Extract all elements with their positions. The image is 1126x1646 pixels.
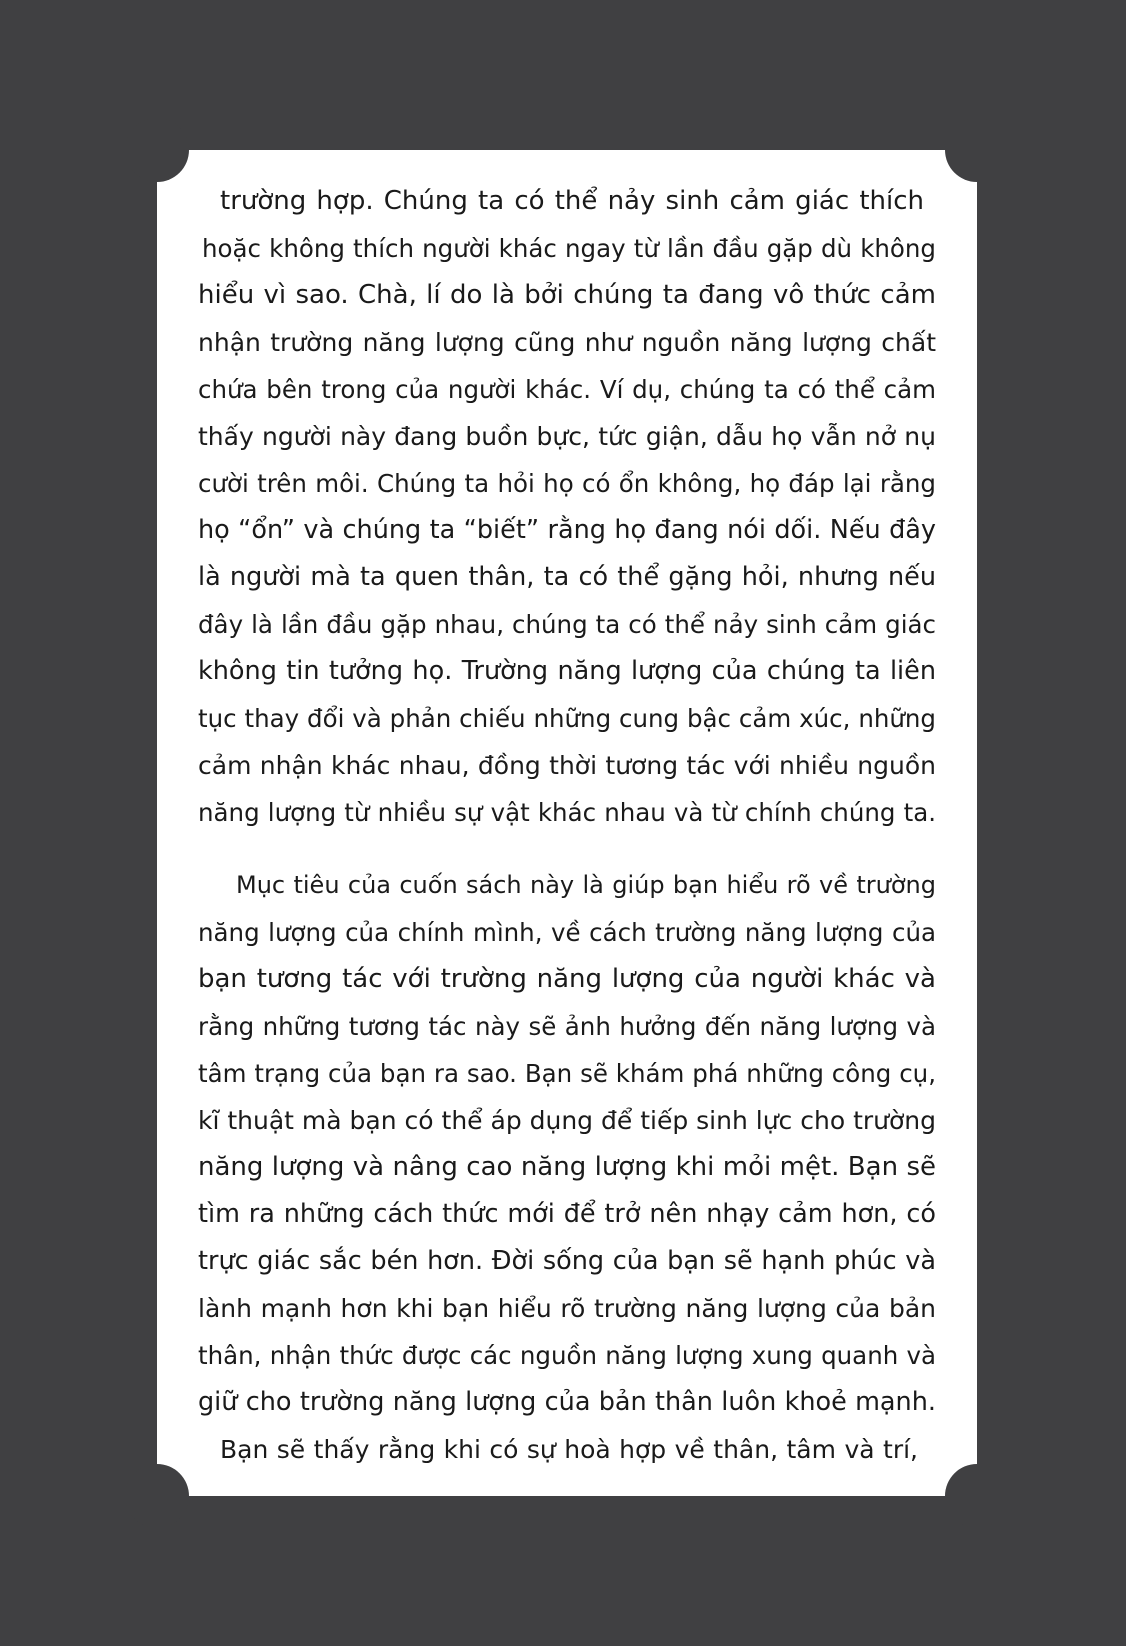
text-line: hiểu vì sao. Chà, lí do là bởi chúng ta đang vô thức cảm: [198, 280, 936, 310]
text-line: giữ cho trường năng lượng của bản thân luôn khoẻ mạnh.: [198, 1387, 936, 1417]
text-line: Bạn sẽ thấy rằng khi có sự hoà hợp về thân, tâm và trí,: [220, 1435, 918, 1464]
text-line: tâm trạng của bạn ra sao. Bạn sẽ khám phá những công cụ,: [198, 1059, 936, 1088]
text-line: chứa bên trong của người khác. Ví dụ, chúng ta có thể cảm: [198, 375, 936, 404]
text-line: thấy người này đang buồn bực, tức giận, dẫu họ vẫn nở nụ: [198, 422, 936, 451]
text-line: không tin tưởng họ. Trường năng lượng của chúng ta liên: [198, 656, 936, 686]
page-corner-cutout: [945, 1464, 1009, 1528]
text-line: trực giác sắc bén hơn. Đời sống của bạn sẽ hạnh phúc và: [198, 1246, 936, 1276]
paragraph-2: [198, 862, 936, 1473]
text-line: họ “ổn” và chúng ta “biết” rằng họ đang nói dối. Nếu đây: [198, 515, 936, 545]
text-line: Mục tiêu của cuốn sách này là giúp bạn hiểu rõ về trường: [236, 871, 936, 899]
text-line: đây là lần đầu gặp nhau, chúng ta có thể nảy sinh cảm giác: [198, 610, 936, 639]
text-line: cảm nhận khác nhau, đồng thời tương tác với nhiều nguồn: [198, 751, 936, 780]
page-corner-cutout: [945, 118, 1009, 182]
text-line: nhận trường năng lượng cũng như nguồn năng lượng chất: [198, 328, 936, 357]
text-line: tìm ra những cách thức mới để trở nên nhạy cảm hơn, có: [198, 1199, 936, 1229]
text-line: là người mà ta quen thân, ta có thể gặng hỏi, nhưng nếu: [198, 562, 936, 592]
text-line: năng lượng từ nhiều sự vật khác nhau và từ chính chúng ta.: [198, 798, 936, 827]
book-page: [157, 150, 977, 1496]
text-line: lành mạnh hơn khi bạn hiểu rõ trường năng lượng của bản: [198, 1294, 936, 1323]
text-line: bạn tương tác với trường năng lượng của người khác và: [198, 964, 936, 994]
text-line: năng lượng của chính mình, về cách trường năng lượng của: [198, 918, 936, 947]
text-line: thân, nhận thức được các nguồn năng lượng xung quanh và: [198, 1341, 936, 1370]
page-corner-cutout: [125, 1464, 189, 1528]
text-line: rằng những tương tác này sẽ ảnh hưởng đến năng lượng và: [198, 1012, 936, 1041]
text-line: cười trên môi. Chúng ta hỏi họ có ổn không, họ đáp lại rằng: [198, 469, 936, 498]
text-line: năng lượng và nâng cao năng lượng khi mỏi mệt. Bạn sẽ: [198, 1152, 936, 1182]
text-line: trường hợp. Chúng ta có thể nảy sinh cảm giác thích: [220, 186, 924, 216]
text-line: kĩ thuật mà bạn có thể áp dụng để tiếp sinh lực cho trường: [198, 1106, 936, 1135]
paragraph-1: [198, 178, 936, 836]
text-line: tục thay đổi và phản chiếu những cung bậc cảm xúc, những: [198, 704, 936, 733]
page-corner-cutout: [125, 118, 189, 182]
text-line: hoặc không thích người khác ngay từ lần đầu gặp dù không: [202, 234, 936, 263]
